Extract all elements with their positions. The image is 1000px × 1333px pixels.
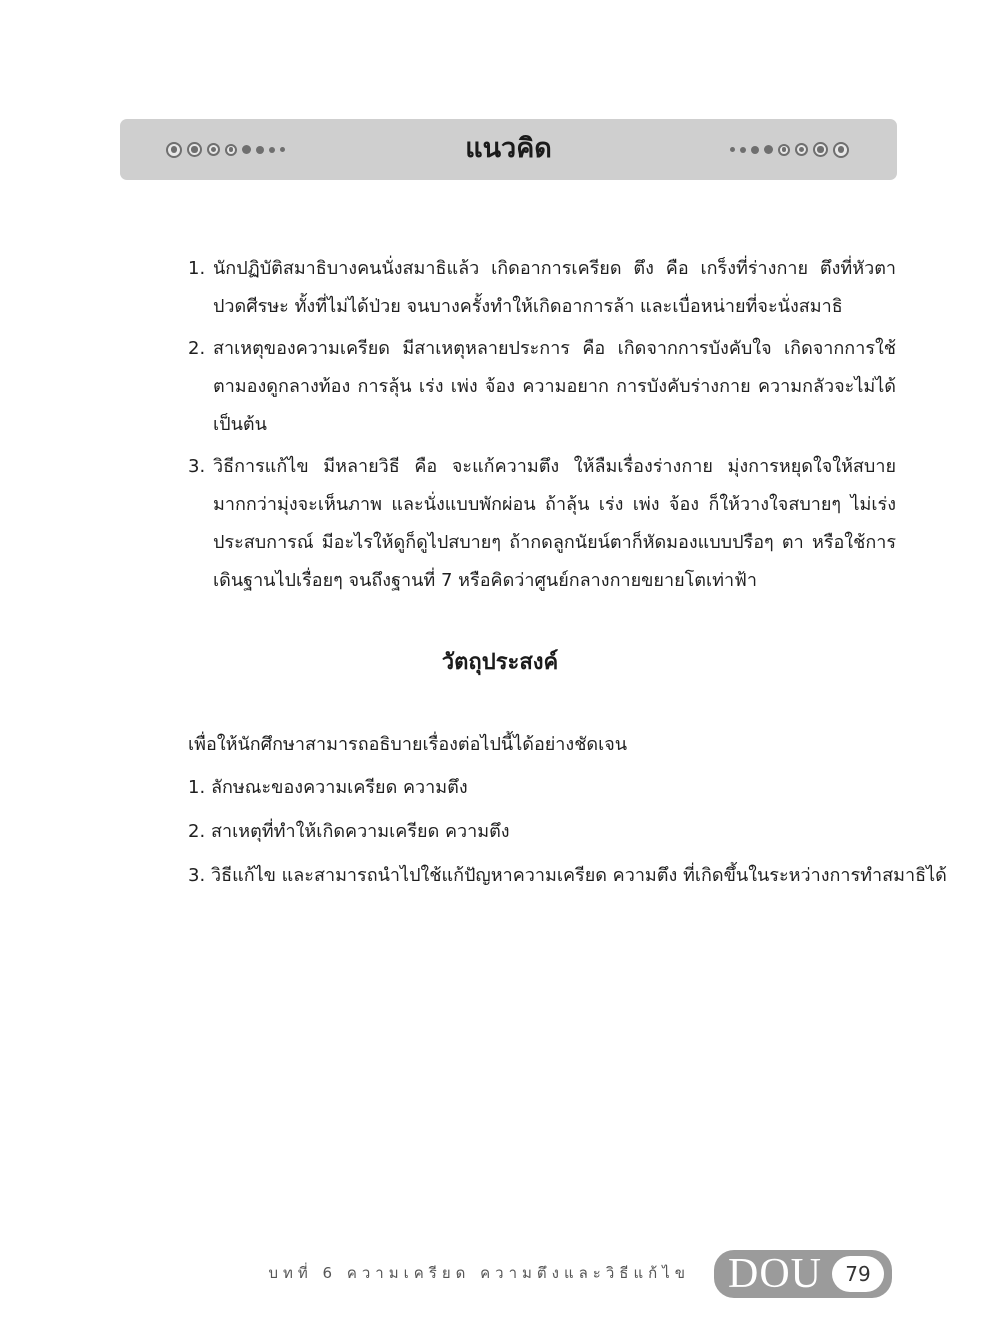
objective-item xyxy=(188,818,908,846)
dot-icon xyxy=(813,142,828,157)
section-heading-objectives: วัตถุประสงค์ xyxy=(441,650,559,675)
item-text: นักปฏิบัติสมาธิบางคนนั่งสมาธิแล้ว เกิดอาการเครียด ตึง คือ เกร็งที่ร่างกาย ตึงที่หัวตา ปวดศีรษะ ทั้งที่ไม่ได้ป่วย จนบางครั้งทำให้เกิดอาการล้า และเบื่อหน่ายที่จะนั่งสมาธิ xyxy=(213,258,896,317)
concept-item xyxy=(188,448,896,600)
concept-item xyxy=(188,250,896,326)
item-text: วิธีการแก้ไข มีหลายวิธี คือ จะแก้ความตึง ให้ลืมเรื่องร่างกาย มุ่งการหยุดใจให้สบายมากกว่ามุ่งจะเห็นภาพ และนั่งแบบพักผ่อน ถ้าลุ้น เร่ง เพ่ง จ้อง ก็ให้วางใจสบายๆ ไม่เร่งประสบการณ์ มีอะไรให้ดูก็ดูไปสบายๆ ถ้ากดลูกนัยน์ตาก็หัดมองแบบปรือๆ ตา หรือใช้การเดินฐานไปเรื่อยๆ จนถึงฐานที่ 7 หรือคิดว่าศูนย์กลางกายขยายโตเท่าฟ้า xyxy=(213,456,896,591)
dot-icon xyxy=(778,144,790,156)
item-number: 2. xyxy=(188,338,206,359)
dot-icon xyxy=(795,143,808,156)
section-heading-concept: แนวคิด xyxy=(465,133,552,164)
concept-item xyxy=(188,330,896,444)
dot-icon xyxy=(833,142,849,158)
item-number: 3. xyxy=(188,865,206,886)
dot-icon xyxy=(730,147,735,152)
item-text: สาเหตุที่ทำให้เกิดความเครียด ความตึง xyxy=(211,821,510,842)
item-number: 3. xyxy=(188,456,206,477)
objective-item xyxy=(188,862,947,890)
dot-icon xyxy=(740,147,746,153)
item-text: สาเหตุของความเครียด มีสาเหตุหลายประการ คือ เกิดจากการบังคับใจ เกิดจากการใช้ตามองดูกลางท้อง การลุ้น เร่ง เพ่ง จ้อง ความอยาก การบังคับร่างกาย ความกลัวจะไม่ได้ เป็นต้น xyxy=(213,338,896,435)
footer-badge xyxy=(714,1250,892,1298)
item-number: 2. xyxy=(188,821,206,842)
dots-decoration-right xyxy=(730,119,849,180)
item-number: 1. xyxy=(188,258,206,279)
concept-list xyxy=(188,250,896,604)
header-bar xyxy=(120,119,897,180)
dot-icon xyxy=(764,145,773,154)
item-text: ลักษณะของความเครียด ความตึง xyxy=(211,777,468,798)
objectives-list xyxy=(188,774,947,906)
objective-item xyxy=(188,774,908,802)
item-number: 1. xyxy=(188,777,206,798)
item-text: วิธีแก้ไข และสามารถนำไปใช้แก้ปัญหาความเครียด ความตึง ที่เกิดขึ้นในระหว่างการทำสมาธิได้ xyxy=(211,865,947,886)
page-number: 79 xyxy=(832,1256,884,1292)
objectives-intro: เพื่อให้นักศึกษาสามารถอธิบายเรื่องต่อไปนี้ได้อย่างชัดเจน xyxy=(188,734,628,755)
dot-icon xyxy=(751,146,759,154)
dou-logo: DOU xyxy=(728,1251,822,1297)
footer-chapter-title: บทที่ 6 ความเครียด ความตึงและวิธีแก้ไข xyxy=(268,1264,690,1282)
